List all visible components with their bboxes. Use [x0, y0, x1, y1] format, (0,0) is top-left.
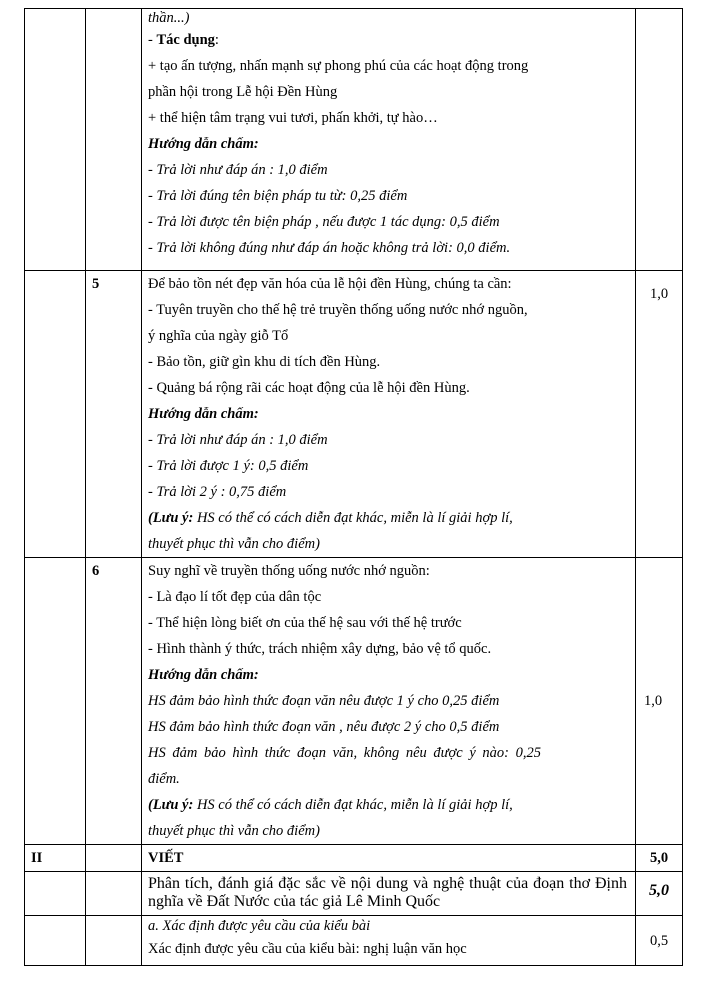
section-title-cell — [142, 845, 636, 872]
score-cell — [636, 558, 683, 845]
grading-table — [24, 8, 683, 966]
effect-suffix: : — [214, 32, 219, 48]
answer-line: Để bảo tồn nét đẹp văn hóa của lễ hội đền Hùng, chúng ta cần: — [148, 276, 512, 292]
section-cell — [25, 845, 86, 872]
grading-line: HS đảm bảo hình thức đoạn văn nêu được 1 ý cho 0,25 điểm — [148, 693, 500, 709]
grading-guide-heading: Hướng dẫn chấm: — [148, 667, 259, 683]
section-cell — [25, 271, 86, 558]
note-label: (Lưu ý: — [148, 797, 194, 813]
question-number-cell — [86, 872, 142, 916]
score-cell — [636, 845, 683, 872]
criteria-cell — [142, 916, 636, 966]
score-cell — [636, 916, 683, 966]
score-value: 1,0 — [644, 693, 663, 709]
answer-line: phần hội trong Lễ hội Đền Hùng — [148, 84, 338, 100]
grading-line: - Trả lời 2 ý : 0,75 điểm — [148, 484, 287, 500]
grading-line: - Trả lời như đáp án : 1,0 điểm — [148, 162, 328, 178]
grading-line: HS đảm bảo hình thức đoạn văn , nêu được 2 ý cho 0,5 điểm — [148, 719, 500, 735]
section-cell — [25, 916, 86, 966]
score-value: 5,0 — [649, 850, 669, 866]
note-line — [148, 505, 627, 531]
grading-line: - Trả lời đúng tên biện pháp tu từ: 0,25 điểm — [148, 188, 408, 204]
score-cell — [636, 9, 683, 271]
section-roman: II — [31, 850, 43, 866]
criteria-line: Xác định được yêu cầu của kiểu bài: nghị luận văn học — [148, 941, 467, 957]
note-line — [148, 792, 627, 818]
answer-line: Suy nghĩ về truyền thống uống nước nhớ nguồn: — [148, 563, 430, 579]
section-title: VIẾT — [148, 850, 184, 866]
note-label: (Lưu ý: — [148, 510, 194, 526]
note-line: thuyết phục thì vẫn cho điểm) — [148, 823, 320, 839]
grading-guide-heading: Hướng dẫn chấm: — [148, 136, 259, 152]
question-number: 6 — [92, 563, 100, 579]
answer-cell — [142, 271, 636, 558]
note-text: HS có thể có cách diễn đạt khác, miễn là lí giải hợp lí, — [193, 797, 513, 813]
answer-line: - Bảo tồn, giữ gìn khu di tích đền Hùng. — [148, 354, 381, 370]
task-text: Phân tích, đánh giá đặc sắc về nội dung và nghệ thuật của đoạn thơ Định nghĩa về Đất Nước của tác giả Lê Minh Quốc — [148, 875, 627, 910]
question-number-cell — [86, 9, 142, 271]
criteria-heading: a. Xác định được yêu cầu của kiểu bài — [148, 918, 371, 934]
answer-line: + tạo ấn tượng, nhấn mạnh sự phong phú của các hoạt động trong — [148, 58, 529, 74]
score-cell — [636, 271, 683, 558]
section-cell — [25, 9, 86, 271]
grading-line: HS đảm bảo hình thức đoạn văn, không nêu được ý nào: 0,25 — [148, 745, 541, 761]
effect-prefix: - — [148, 32, 157, 48]
answer-line: - Hình thành ý thức, trách nhiệm xây dựng, bảo vệ tổ quốc. — [148, 641, 492, 657]
section-row — [25, 845, 683, 872]
question-number-cell — [86, 916, 142, 966]
grading-line: - Trả lời được 1 ý: 0,5 điểm — [148, 458, 309, 474]
score-cell — [636, 872, 683, 916]
question-number: 5 — [92, 276, 100, 292]
question-number-cell — [86, 558, 142, 845]
table-row — [25, 558, 683, 845]
grading-line: - Trả lời không đúng như đáp án hoặc không trả lời: 0,0 điểm. — [148, 240, 511, 256]
answer-line: ý nghĩa của ngày giỗ Tổ — [148, 328, 289, 344]
score-value: 1,0 — [649, 286, 669, 302]
question-number-cell — [86, 845, 142, 872]
answer-cell — [142, 9, 636, 271]
answer-line: - Tuyên truyền cho thế hệ trẻ truyền thống uống nước nhớ nguồn, — [148, 302, 528, 318]
table-row — [25, 916, 683, 966]
section-cell — [25, 558, 86, 845]
section-cell — [25, 872, 86, 916]
grading-line: điểm. — [148, 771, 180, 787]
table-row — [25, 271, 683, 558]
answer-line: - Là đạo lí tốt đẹp của dân tộc — [148, 589, 322, 605]
answer-line: thần...) — [148, 10, 190, 26]
score-value: 0,5 — [649, 932, 669, 949]
note-text: HS có thể có cách diễn đạt khác, miễn là lí giải hợp lí, — [193, 510, 513, 526]
grading-guide-heading: Hướng dẫn chấm: — [148, 406, 259, 422]
table-row — [25, 872, 683, 916]
grading-line: - Trả lời như đáp án : 1,0 điểm — [148, 432, 328, 448]
answer-line: - Quảng bá rộng rãi các hoạt động của lễ hội đền Hùng. — [148, 380, 470, 396]
grading-line: - Trả lời được tên biện pháp , nếu được 1 tác dụng: 0,5 điểm — [148, 214, 500, 230]
score-value: 5,0 — [649, 882, 669, 899]
effect-label: Tác dụng — [156, 32, 215, 48]
question-number-cell — [86, 271, 142, 558]
effect-heading — [148, 27, 627, 53]
table-row — [25, 9, 683, 271]
answer-line: - Thể hiện lòng biết ơn của thế hệ sau với thế hệ trước — [148, 615, 462, 631]
answer-line: + thể hiện tâm trạng vui tươi, phấn khởi, tự hào… — [148, 110, 438, 126]
answer-cell — [142, 558, 636, 845]
task-cell — [142, 872, 636, 916]
note-line: thuyết phục thì vẫn cho điểm) — [148, 536, 320, 552]
